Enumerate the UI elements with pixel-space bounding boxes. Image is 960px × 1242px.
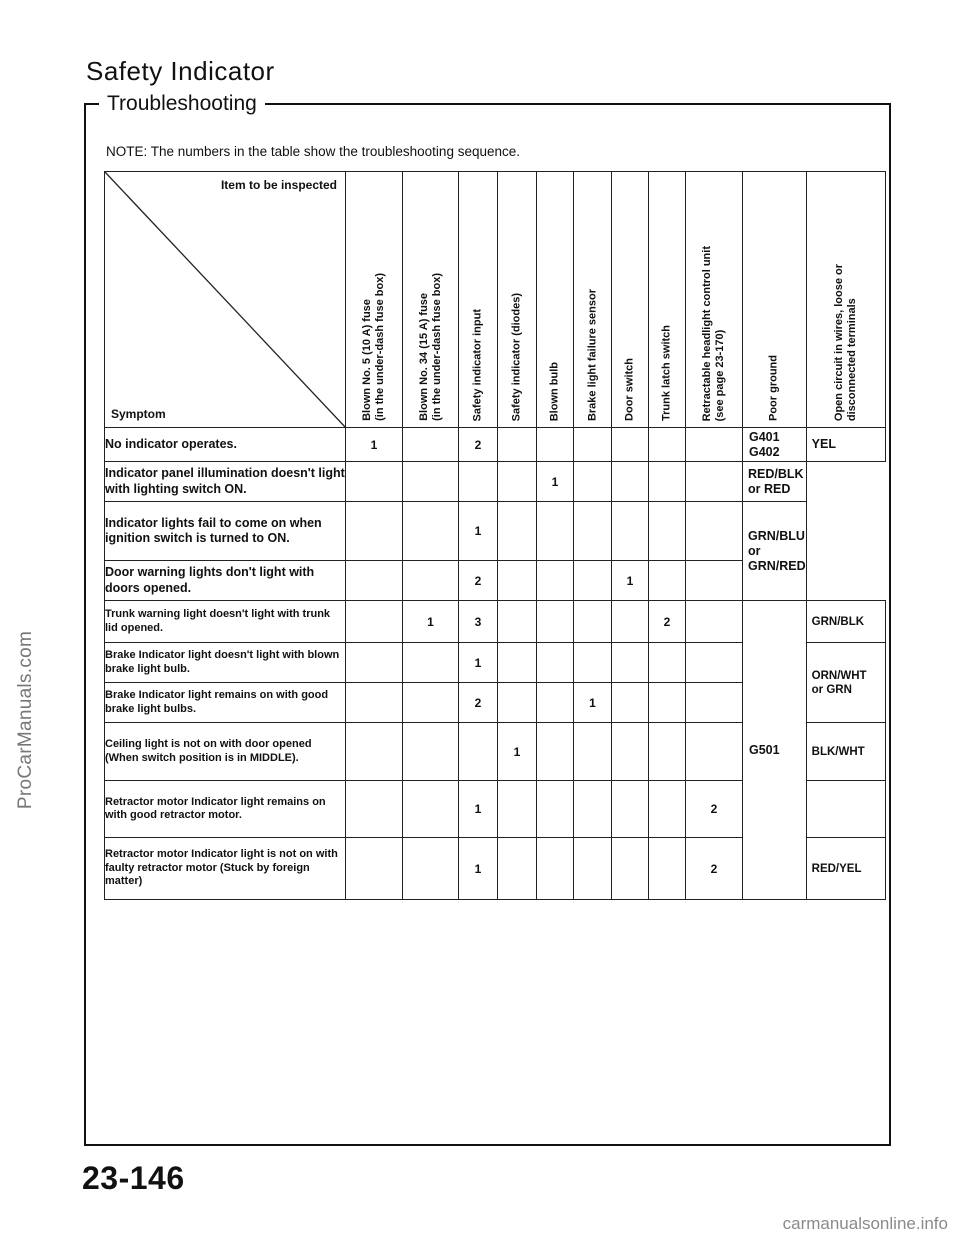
sequence-cell xyxy=(537,601,574,643)
sequence-cell xyxy=(403,683,459,723)
poor-ground-cell: G501 xyxy=(743,601,807,900)
sequence-cell xyxy=(346,838,403,900)
sequence-cell: 1 xyxy=(459,643,498,683)
symptom-cell: Trunk warning light doesn't light with trunk lid opened. xyxy=(105,601,346,643)
sequence-cell xyxy=(537,838,574,900)
column-header: Blown No. 5 (10 A) fuse (in the under-dash fuse box) xyxy=(346,172,403,428)
section-heading xyxy=(99,92,265,116)
sequence-cell xyxy=(649,561,686,601)
sequence-cell xyxy=(537,781,574,838)
sequence-cell: 2 xyxy=(649,601,686,643)
sequence-cell: 1 xyxy=(574,683,612,723)
sequence-cell xyxy=(649,723,686,781)
column-header: Brake light failure sensor xyxy=(574,172,612,428)
sequence-cell xyxy=(574,561,612,601)
sequence-cell xyxy=(403,428,459,462)
sequence-cell xyxy=(574,502,612,561)
sequence-cell: 2 xyxy=(686,838,743,900)
sequence-cell xyxy=(346,723,403,781)
wire-color-cell: RED/BLK or RED xyxy=(743,462,807,502)
wire-color-cell: ORN/WHT or GRN xyxy=(806,643,885,723)
sequence-cell xyxy=(537,683,574,723)
sequence-cell xyxy=(612,601,649,643)
sequence-cell xyxy=(686,683,743,723)
sequence-cell xyxy=(574,601,612,643)
corner-item-label: Item to be inspected xyxy=(220,178,337,192)
sequence-cell xyxy=(498,781,537,838)
page-number: 23-146 xyxy=(82,1160,185,1196)
wire-color-cell: GRN/BLU or GRN/RED xyxy=(743,502,807,601)
sequence-cell xyxy=(574,723,612,781)
sequence-cell xyxy=(346,683,403,723)
sequence-cell: 1 xyxy=(537,462,574,502)
sequence-cell xyxy=(498,643,537,683)
table-header-row xyxy=(105,172,886,428)
sequence-cell xyxy=(612,428,649,462)
sequence-cell xyxy=(649,502,686,561)
sequence-cell xyxy=(346,561,403,601)
sequence-cell xyxy=(537,561,574,601)
sequence-cell: 1 xyxy=(459,502,498,561)
sequence-cell xyxy=(649,781,686,838)
sequence-cell: 2 xyxy=(459,428,498,462)
sequence-cell xyxy=(537,643,574,683)
section-title: Troubleshooting xyxy=(107,92,257,115)
sequence-cell xyxy=(537,428,574,462)
symptom-cell: Brake Indicator light doesn't light with blown brake light bulb. xyxy=(105,643,346,683)
sequence-cell xyxy=(686,723,743,781)
sequence-cell xyxy=(649,838,686,900)
symptom-cell: Retractor motor Indicator light is not on with faulty retractor motor (Stuck by foreign matter) xyxy=(105,838,346,900)
table-note: NOTE: The numbers in the table show the troubleshooting sequence. xyxy=(106,144,520,159)
sequence-cell xyxy=(686,502,743,561)
sequence-cell xyxy=(537,723,574,781)
sequence-cell xyxy=(498,428,537,462)
table-row xyxy=(105,601,886,643)
sequence-cell xyxy=(498,838,537,900)
column-header: Open circuit in wires, loose or disconnected terminals xyxy=(806,172,885,428)
sequence-cell xyxy=(403,643,459,683)
sequence-cell xyxy=(346,781,403,838)
sequence-cell xyxy=(686,462,743,502)
sequence-cell xyxy=(498,601,537,643)
sequence-cell xyxy=(612,462,649,502)
sequence-cell xyxy=(403,502,459,561)
sequence-cell: 1 xyxy=(459,781,498,838)
sequence-cell xyxy=(574,643,612,683)
symptom-cell: Door warning lights don't light with doors opened. xyxy=(105,561,346,601)
sequence-cell xyxy=(459,723,498,781)
wire-color-cell: RED/YEL xyxy=(806,838,885,900)
table-row xyxy=(105,428,886,462)
symptom-cell: Retractor motor Indicator light remains on with good retractor motor. xyxy=(105,781,346,838)
corner-diagonal xyxy=(105,172,346,428)
sequence-cell xyxy=(346,601,403,643)
sequence-cell xyxy=(498,502,537,561)
sequence-cell xyxy=(459,462,498,502)
sequence-cell: 1 xyxy=(498,723,537,781)
symptom-cell: Ceiling light is not on with door opened (When switch position is in MIDDLE). xyxy=(105,723,346,781)
sequence-cell xyxy=(346,643,403,683)
wire-color-cell: YEL xyxy=(806,428,885,462)
corner-symptom-label: Symptom xyxy=(111,407,166,421)
side-watermark: ProCarManuals.com xyxy=(15,630,36,810)
sequence-cell xyxy=(574,428,612,462)
sequence-cell xyxy=(498,561,537,601)
sequence-cell: 2 xyxy=(459,683,498,723)
sequence-cell xyxy=(686,601,743,643)
sequence-cell xyxy=(574,838,612,900)
sequence-cell xyxy=(537,502,574,561)
symptom-cell: Indicator lights fail to come on when ignition switch is turned to ON. xyxy=(105,502,346,561)
poor-ground-cell: G401 G402 xyxy=(743,428,807,462)
sequence-cell xyxy=(686,428,743,462)
wire-color-cell: GRN/BLK xyxy=(806,601,885,643)
column-header: Poor ground xyxy=(743,172,807,428)
table-row xyxy=(105,502,886,561)
column-header: Safety indicator (diodes) xyxy=(498,172,537,428)
table-row xyxy=(105,462,886,502)
sequence-cell xyxy=(403,723,459,781)
sequence-cell xyxy=(686,643,743,683)
sequence-cell xyxy=(612,643,649,683)
column-header: Trunk latch switch xyxy=(649,172,686,428)
sequence-cell xyxy=(649,683,686,723)
sequence-cell xyxy=(686,561,743,601)
sequence-cell: 1 xyxy=(346,428,403,462)
sequence-cell xyxy=(612,502,649,561)
sequence-cell: 1 xyxy=(403,601,459,643)
sequence-cell xyxy=(403,781,459,838)
sequence-cell: 3 xyxy=(459,601,498,643)
sequence-cell: 2 xyxy=(459,561,498,601)
sequence-cell xyxy=(649,428,686,462)
sequence-cell xyxy=(649,643,686,683)
column-header: Safety indicator input xyxy=(459,172,498,428)
wire-color-cell: BLK/WHT xyxy=(806,723,885,781)
sequence-cell: 1 xyxy=(459,838,498,900)
sequence-cell xyxy=(403,561,459,601)
column-header: Blown No. 34 (15 A) fuse (in the under-dash fuse box) xyxy=(403,172,459,428)
symptom-cell: No indicator operates. xyxy=(105,428,346,462)
sequence-cell xyxy=(649,462,686,502)
wire-color-cell xyxy=(806,781,885,838)
sequence-cell xyxy=(346,462,403,502)
column-header: Door switch xyxy=(612,172,649,428)
sequence-cell xyxy=(574,462,612,502)
sequence-cell xyxy=(574,781,612,838)
sequence-cell xyxy=(498,683,537,723)
sequence-cell xyxy=(346,502,403,561)
footer-watermark: carmanualsonline.info xyxy=(782,1214,948,1233)
troubleshooting-table xyxy=(104,171,886,900)
sequence-cell xyxy=(612,781,649,838)
sequence-cell: 2 xyxy=(686,781,743,838)
sequence-cell xyxy=(498,462,537,502)
column-header: Retractable headlight control unit (see page 23-170) xyxy=(686,172,743,428)
sequence-cell xyxy=(612,683,649,723)
sequence-cell xyxy=(612,723,649,781)
symptom-cell: Indicator panel illumination doesn't light with lighting switch ON. xyxy=(105,462,346,502)
page-title: Safety Indicator xyxy=(86,56,275,86)
symptom-cell: Brake Indicator light remains on with good brake light bulbs. xyxy=(105,683,346,723)
sequence-cell xyxy=(403,838,459,900)
table-corner-cell xyxy=(105,172,346,428)
sequence-cell xyxy=(612,838,649,900)
column-header: Blown bulb xyxy=(537,172,574,428)
sequence-cell: 1 xyxy=(612,561,649,601)
sequence-cell xyxy=(403,462,459,502)
